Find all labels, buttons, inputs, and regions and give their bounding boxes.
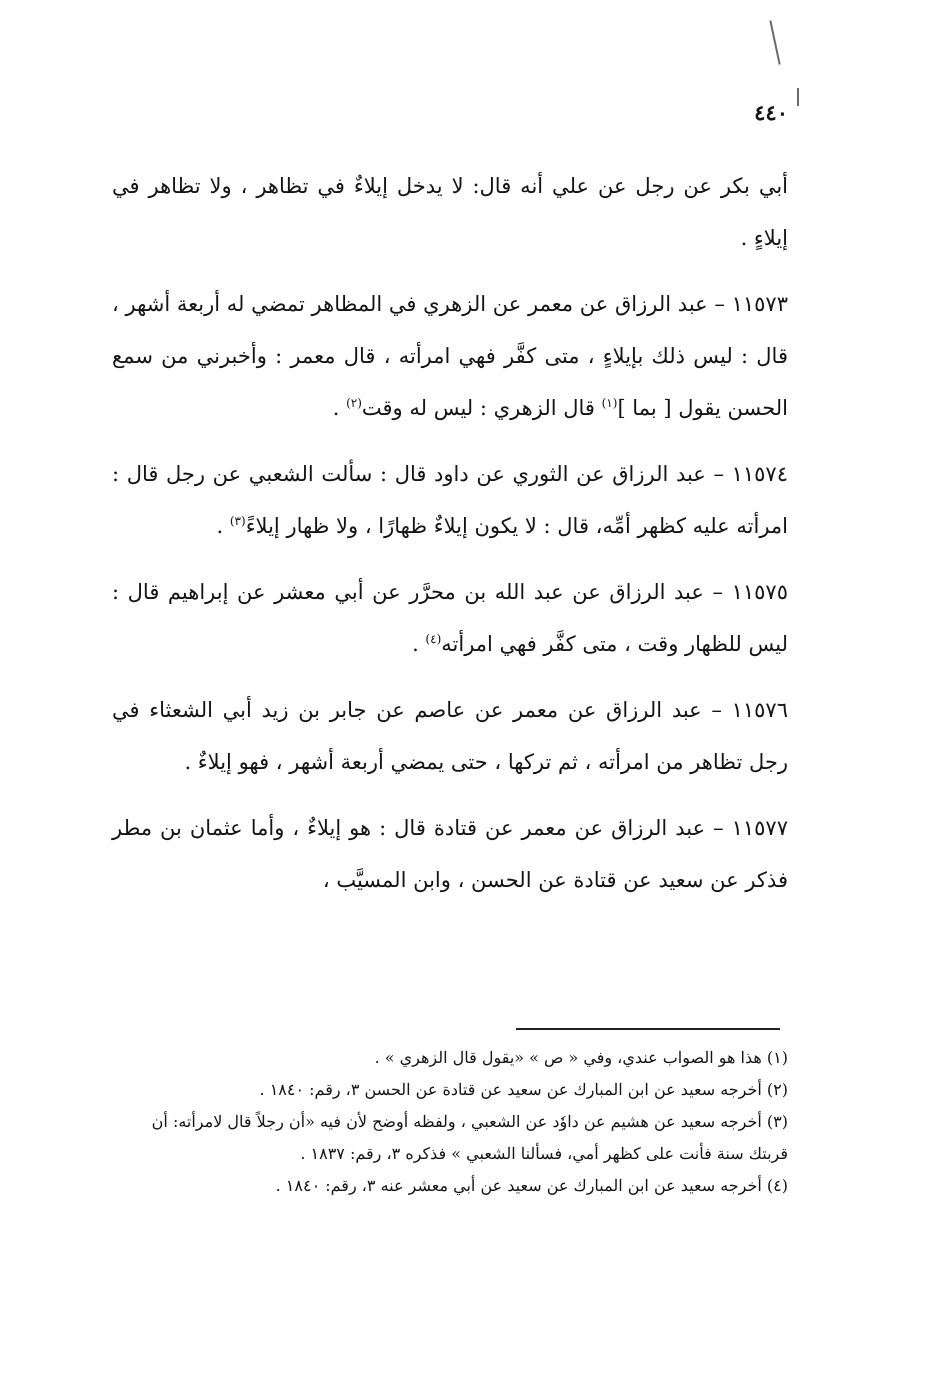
paragraph [112,802,788,906]
paragraph-text: ١١٥٧٥ – عبد الرزاق عن عبد الله بن محرَّر عن أبي معشر عن إبراهيم قال : ليس للظهار وقت ، متى كفَّر فهي امرأته [112,580,788,656]
paragraph [112,278,788,434]
footnote: (٤) أخرجه سعيد عن ابن المبارك عن سعيد عن أبي معشر عنه ٣، رقم: ١٨٤٠ . [275,1176,788,1195]
footnote-marker: (٢) [346,396,362,410]
paragraph-text: ١١٥٧٧ – عبد الرزاق عن معمر عن قتادة قال : هو إيلاءٌ ، وأما عثمان بن مطر فذكر عن سعيد عن قتادة عن الحسن ، وابن المسيَّب ، [112,816,788,892]
paragraph-text: أبي بكر عن رجل عن علي أنه قال: لا يدخل إيلاءٌ في تظاهر ، ولا تظاهر في إيلاءٍ . [112,174,788,250]
paragraph-text: ١١٥٧٤ – عبد الرزاق عن الثوري عن داود قال : سألت الشعبي عن رجل قال : امرأته عليه كظهر أمِّه، قال : لا يكون إيلاءٌ ظهارًا ، ولا ظهار إيلاءً [112,462,788,538]
footnote-separator [516,1028,780,1030]
paragraph-text: . [332,396,347,420]
footnote-marker: (١) [601,396,618,410]
paragraph-text: قال الزهري : ليس له وقت [361,396,602,420]
paragraph [112,448,788,552]
paragraph [112,684,788,788]
paragraph-text: . [412,632,426,656]
paragraph [112,160,788,264]
page-number: ٤٤٠ [754,100,788,125]
paragraph-text: ١١٥٧٣ – عبد الرزاق عن معمر عن الزهري في المظاهر تمضي له أربعة أشهر ، قال : ليس ذلك بإيلاءٍ ، متى كفَّر فهي امرأته ، قال معمر : وأخبرني من سمع الحسن يقول [ بما ] [112,292,788,420]
paragraph-text: . [216,514,230,538]
footnotes [108,1042,788,1202]
footnote-marker: (٤) [425,632,442,646]
page-edge-mark [769,20,780,64]
paragraph-text: ١١٥٧٦ – عبد الرزاق عن معمر عن عاصم عن جابر بن زيد أبي الشعثاء في رجل تظاهر من امرأته ، ثم تركها ، حتى يمضي أربعة أشهر ، فهو إيلاءٌ . [112,698,788,774]
paragraph [112,566,788,670]
footnote-marker: (٣) [229,514,246,528]
footnote: (٢) أخرجه سعيد عن ابن المبارك عن سعيد عن قتادة عن الحسن ٣، رقم: ١٨٤٠ . [259,1080,788,1099]
footnote: (٣) أخرجه سعيد عن هشيم عن داوٗد عن الشعبي ، ولفظه أوضح لأن فيه «أن رجلاً قال لامرأته: أن قربتك سنة فأنت على كظهر أمي، فسألنا الشعبي » فذكره ٣، رقم: ١٨٣٧ . [151,1112,788,1163]
page-edge-mark [797,88,799,106]
main-text [112,160,788,906]
footnote: (١) هذا هو الصواب عندي، وفي « ص » «يقول قال الزهري » . [374,1048,788,1067]
